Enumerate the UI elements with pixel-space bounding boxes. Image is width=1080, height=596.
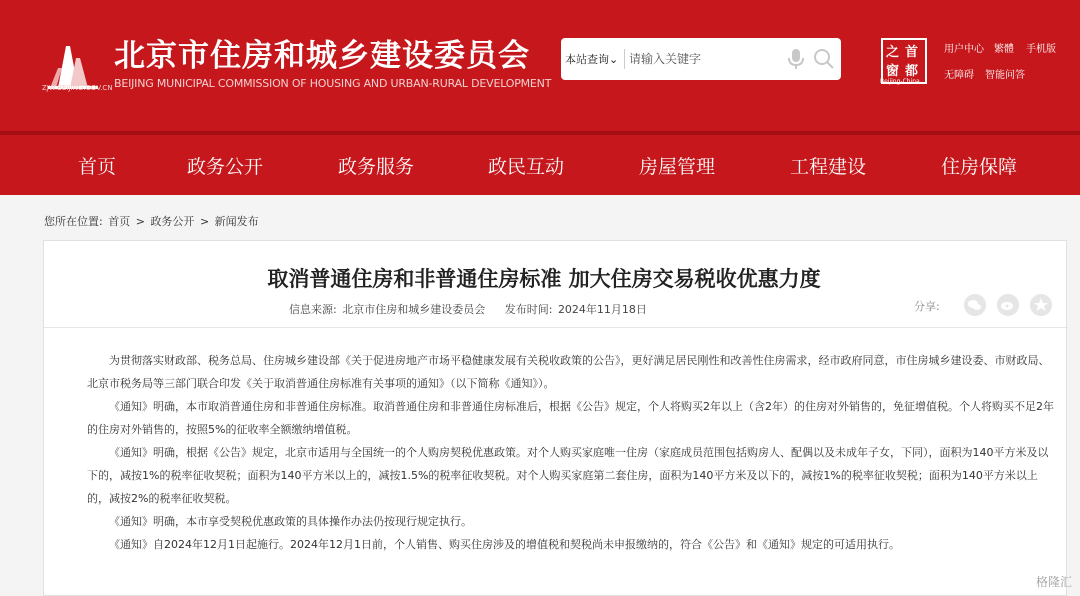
seal-char: 首 — [905, 45, 919, 60]
seal-char: 窗 — [886, 64, 900, 79]
search-bar — [561, 38, 841, 80]
seal-caption: Beijing-China — [880, 78, 920, 85]
site-subtitle: BEIJING MUNICIPAL COMMISSION OF HOUSING AND URBAN-RURAL DEVELOPMENT — [114, 77, 552, 90]
date-value: 2024年11月18日 — [557, 303, 647, 316]
article-container — [43, 240, 1067, 596]
share-label: 分享: — [914, 300, 940, 313]
divider — [624, 49, 625, 69]
article-title: 取消普通住房和非普通住房标准 加大住房交易税收优惠力度 — [267, 267, 821, 291]
accessibility-link[interactable]: 无障碍 — [944, 70, 974, 81]
breadcrumb-news[interactable]: 新闻发布 — [214, 215, 259, 228]
favorite-star-icon[interactable] — [1030, 294, 1052, 316]
breadcrumb-home[interactable]: 首页 — [108, 215, 131, 228]
article-meta — [289, 301, 649, 317]
article-paragraph: 《通知》明确，本市享受契税优惠政策的具体操作办法仍按现行规定执行。 — [109, 515, 472, 528]
source-label: 信息来源: — [289, 303, 337, 316]
nav-item-services[interactable]: 政务服务 — [338, 156, 415, 178]
nav-item-housing-security[interactable]: 住房保障 — [941, 156, 1018, 178]
date-label: 发布时间: — [504, 303, 553, 316]
main-nav — [0, 135, 1080, 195]
nav-item-home[interactable]: 首页 — [78, 156, 117, 178]
article-paragraph: 《通知》明确，本市取消普通住房和非普通住房标准。取消普通住房和非普通住房标准后，根据《公告》规定，个人将购买2年以上（含2年）的住房对外销售的，免征增值税。个人将购买不足2年的住房对外销售的，按照5%的征收率全额缴纳增值税。 — [87, 400, 1054, 436]
logo-domain: ZJW.BEIJING.GOV.CN — [42, 84, 113, 92]
weibo-share-icon[interactable] — [997, 294, 1019, 316]
nav-item-interaction[interactable]: 政民互动 — [488, 156, 565, 178]
microphone-icon[interactable] — [787, 48, 805, 70]
breadcrumb-sep: > — [199, 215, 210, 228]
search-scope-dropdown[interactable]: 本站查询⌄ — [565, 53, 619, 66]
chevron-down-icon: ⌄ — [609, 53, 619, 66]
article-body — [87, 349, 1057, 556]
wechat-share-icon[interactable] — [964, 294, 986, 316]
breadcrumb-prefix: 您所在位置: — [44, 215, 103, 228]
search-icon[interactable] — [813, 48, 835, 70]
breadcrumb-government-affairs[interactable]: 政务公开 — [150, 215, 195, 228]
site-title[interactable]: 北京市住房和城乡建设委员会 — [114, 38, 530, 74]
article-paragraph: 《通知》自2024年12月1日起施行。2024年12月1日前，个人销售、购买住房涉及的增值税和契税尚未申报缴纳的，符合《公告》和《通知》规定的可适用执行。 — [109, 538, 900, 551]
mobile-version-link[interactable]: 手机版 — [1026, 44, 1056, 55]
breadcrumb-sep: > — [135, 215, 145, 228]
source-value: 北京市住房和城乡建设委员会 — [342, 303, 486, 316]
traditional-chinese-link[interactable]: 繁體 — [994, 44, 1014, 55]
nav-item-housing-management[interactable]: 房屋管理 — [639, 156, 716, 178]
seal-char: 之 — [886, 45, 900, 60]
meta-divider — [44, 327, 1068, 328]
article-paragraph: 为贯彻落实财政部、税务总局、住房城乡建设部《关于促进房地产市场平稳健康发展有关税收政策的公告》，更好满足居民刚性和改善性住房需求，经市政府同意，市住房城乡建设委、市财政局、北京市税务局等三部门联合印发《关于取消普通住房标准有关事项的通知》（以下简称《通知》）。 — [87, 354, 1050, 390]
nav-item-government-affairs[interactable]: 政务公开 — [187, 156, 264, 178]
search-input[interactable] — [629, 47, 779, 71]
smart-qa-link[interactable]: 智能问答 — [985, 70, 1025, 81]
seal-char: 都 — [905, 64, 919, 79]
watermark: 格隆汇 — [1035, 575, 1072, 589]
article-paragraph: 《通知》明确，根据《公告》规定，北京市适用与全国统一的个人购房契税优惠政策。对个人购买家庭唯一住房（家庭成员范围包括购房人、配偶以及未成年子女，下同），面积为140平方米及以下的，减按1%的税率征收契税；面积为140平方米以上的，减按1.5%的税率征收契税。对个人购买家庭第二套住房，面积为140平方米及以下的，减按1%的税率征收契税；面积为140平方米以上的，减按2%的税率征收契税。 — [87, 446, 1049, 505]
nav-item-construction[interactable]: 工程建设 — [790, 156, 867, 178]
breadcrumb — [44, 213, 261, 229]
site-header — [0, 0, 1080, 133]
user-center-link[interactable]: 用户中心 — [944, 44, 984, 55]
